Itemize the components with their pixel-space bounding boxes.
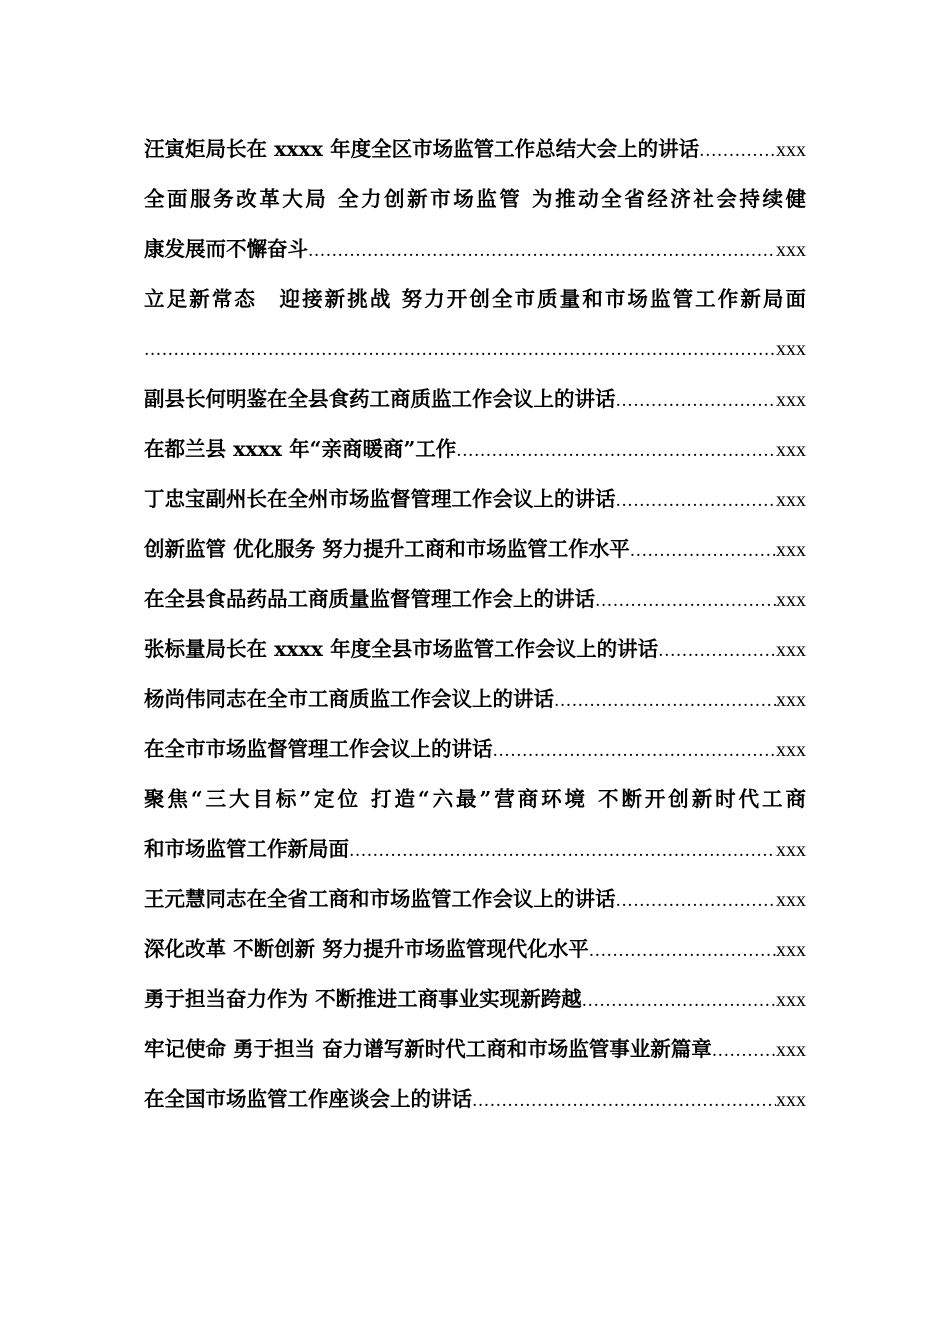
toc-entry-line[interactable] [144,874,806,924]
toc-page-number: xxx [776,889,806,911]
toc-leader-dots [144,325,776,374]
toc-entry-line[interactable] [144,374,806,424]
toc-entry-title: 勇于担当奋力作为 不断推进工商事业实现新跨越 [144,987,582,1011]
toc-entry-line[interactable] [144,624,806,674]
toc-entry-line[interactable] [144,124,806,174]
toc-page-number: xxx [776,439,806,461]
toc-entry-title: 创新监管 优化服务 努力提升工商和市场监管工作水平 [144,537,630,561]
toc-page-number: xxx [776,989,806,1011]
toc-entry-line[interactable] [144,924,806,974]
toc-page-number: xxx [776,539,806,561]
toc-entry-title: 全面服务改革大局 全力创新市场监管 为推动全省经济社会持续健 [144,187,806,211]
toc-leader-dots [472,1076,776,1124]
toc-page-number: xxx [776,839,806,861]
toc-entry-title: 在都兰县 xxxx 年“亲商暖商”工作 [144,437,457,461]
toc-page-number: xxx [776,1039,806,1061]
toc-leader-dots [493,726,777,774]
toc-leader-dots [582,976,776,1024]
toc-leader-dots [308,226,776,274]
toc-page-number: xxx [776,489,806,511]
toc-leader-dots [456,426,776,474]
toc-page-number: xxx [776,939,806,961]
toc-leader-dots [349,826,776,874]
toc-page-number: xxx [776,589,806,611]
toc-entry-title: 康发展而不懈奋斗 [144,237,308,261]
toc-entry-title: 副县长何明鉴在全县食药工商质监工作会议上的讲话 [144,387,616,411]
toc-entry-line[interactable] [144,674,806,724]
toc-leader-dots [554,676,776,724]
toc-page-number: xxx [776,139,806,161]
toc-entry-line[interactable] [144,174,806,224]
toc-leader-dots [616,476,777,524]
toc-entry-line[interactable] [144,774,806,824]
toc-leader-dots [712,1026,776,1074]
toc-entry-line[interactable] [144,574,806,624]
toc-leader-dots [616,376,777,424]
toc-entry-title: 杨尚伟同志在全市工商质监工作会议上的讲话 [144,687,554,711]
toc-entry-line[interactable] [144,524,806,574]
toc-leader-dots [658,626,776,674]
toc-entry-title: 丁忠宝副州长在全州市场监督管理工作会议上的讲话 [144,487,616,511]
toc-leader-dots [616,876,777,924]
toc-entry-line[interactable] [144,974,806,1024]
toc-leader-dots [699,126,776,174]
toc-page-number: xxx [776,1089,806,1111]
toc-leader-dots [589,926,776,974]
toc-leader-dots [630,526,776,574]
toc-entry-line[interactable] [144,274,806,324]
toc-entry-line[interactable] [144,824,806,874]
toc-page-number: xxx [776,389,806,411]
toc-entry-line[interactable] [144,1074,806,1124]
toc-page-number: xxx [776,639,806,661]
toc-entry-title: 张标量局长在 xxxx 年度全县市场监管工作会议上的讲话 [144,637,659,661]
toc-entry-line[interactable] [144,224,806,274]
toc-entry-line[interactable] [144,474,806,524]
toc-entry-title: 王元慧同志在全省工商和市场监管工作会议上的讲话 [144,887,616,911]
toc-entry-title: 在全县食品药品工商质量监督管理工作会上的讲话 [144,587,595,611]
toc-entry-title: 汪寅炬局长在 xxxx 年度全区市场监管工作总结大会上的讲话 [144,137,700,161]
toc-entry-title: 在全市市场监督管理工作会议上的讲话 [144,737,493,761]
toc-entry-line[interactable] [144,424,806,474]
toc-entry-title: 牢记使命 勇于担当 奋力谱写新时代工商和市场监管事业新篇章 [144,1037,712,1061]
toc-entry-title: 聚焦“三大目标”定位 打造“六最”营商环境 不断开创新时代工商 [144,787,806,811]
toc-page-number: xxx [776,689,806,711]
toc-page-number: xxx [776,739,806,761]
toc-entry-title: 深化改革 不断创新 努力提升市场监管现代化水平 [144,937,589,961]
toc-entry-title: 在全国市场监管工作座谈会上的讲话 [144,1087,472,1111]
toc-page-number: xxx [776,338,806,360]
toc-entry-title: 和市场监管工作新局面 [144,837,349,861]
toc-page-number: xxx [776,239,806,261]
toc-entry-title: 立足新常态 迎接新挑战 努力开创全市质量和市场监管工作新局面 [144,287,806,311]
toc-entry-line[interactable] [144,1024,806,1074]
table-of-contents [144,124,806,1124]
toc-leader-dots [595,576,776,624]
toc-entry-line[interactable] [144,724,806,774]
toc-entry-line[interactable] [144,324,806,374]
